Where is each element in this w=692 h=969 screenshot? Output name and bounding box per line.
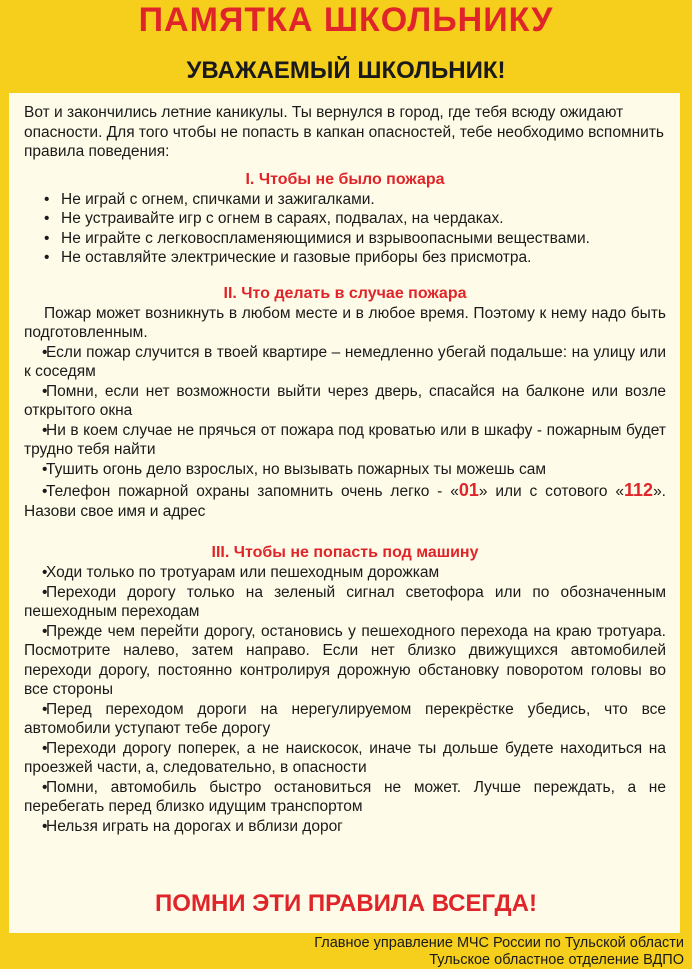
- list-item: •Перед переходом дороги на нерегулируемом перекрёстке убедись, что все автомобили уступают тебе дорогу: [24, 700, 666, 737]
- list-item: • Не играйте с легковоспламеняющимися и взрывоопасными веществами.: [24, 229, 666, 249]
- item-text: Тушить огонь дело взрослых, но вызывать пожарных ты можешь сам: [46, 460, 547, 478]
- lead-text: Пожар может возникнуть в любом месте и в любое время. Поэтому к нему надо быть подготовленным.: [24, 304, 666, 341]
- list-item: • Не оставляйте электрические и газовые приборы без присмотра.: [24, 248, 666, 268]
- bullet-list: [24, 190, 666, 268]
- section-fire-actions: [24, 284, 666, 522]
- item-text: Нельзя играть на дорогах и вблизи дорог: [46, 817, 343, 835]
- phone-number-01: 01: [458, 480, 479, 500]
- list-item: •Переходи дорогу поперек, а не наискосок, иначе ты дольше будете находиться на проезжей части, а, следовательно, в опасности: [24, 739, 666, 776]
- item-text: Ходи только по тротуарам или пешеходным дорожкам: [46, 564, 440, 581]
- list-item: •Помни, автомобиль быстро остановиться не может. Лучше переждать, а не перебегать перед близко идущим транспортом: [24, 778, 666, 815]
- section-heading: I. Чтобы не было пожара: [245, 170, 445, 188]
- list-item: •Помни, если нет возможности выйти через дверь, спасайся на балконе или возле открытого окна: [24, 382, 666, 419]
- list-item: • Не играй с огнем, спичками и зажигалками.: [24, 190, 666, 210]
- phone-item: •Телефон пожарной охраны запомнить очень легко - «01» или с сотового «112». Назови свое имя и адрес: [24, 480, 666, 520]
- item-text: Прежде чем перейти дорогу, остановись у пешеходного перехода на краю тротуара. Посмотрите налево, затем направо. Если нет близко движущихся автомобилей переходи дорогу, постоянно контролируя дорожную обстановку поворотом головы во все стороны: [24, 622, 666, 698]
- list-item: •Ни в коем случае не прячься от пожара под кроватью или в шкафу - пожарным будет трудно тебя найти: [24, 421, 666, 458]
- list-item: •Прежде чем перейти дорогу, остановись у пешеходного перехода на краю тротуара. Посмотрите налево, затем направо. Если нет близко движущихся автомобилей переходи дорогу, постоянно контролируя дорожную обстановку поворотом головы во все стороны: [24, 622, 666, 698]
- phone-number-112: 112: [624, 480, 654, 500]
- closing-slogan: ПОМНИ ЭТИ ПРАВИЛА ВСЕГДА!: [155, 890, 537, 917]
- section-lead: [24, 304, 666, 343]
- page-subtitle: УВАЖАЕМЫЙ ШКОЛЬНИК!: [186, 57, 506, 84]
- list-item: •Переходи дорогу только на зеленый сигнал светофора или по обозначенным пешеходным переходам: [24, 583, 666, 620]
- item-text: Переходи дорогу только на зеленый сигнал светофора или по обозначенным пешеходным переходам: [24, 583, 666, 620]
- item-text: Помни, автомобиль быстро остановиться не может. Лучше переждать, а не перебегать перед близко идущим транспортом: [24, 778, 666, 815]
- item-text: Помни, если нет возможности выйти через дверь, спасайся на балконе или возле открытого окна: [24, 382, 666, 419]
- section-heading: III. Чтобы не попасть под машину: [211, 544, 479, 561]
- intro-text: Вот и закончились летние каникулы. Ты вернулся в город, где тебя всюду ожидают опасности. Для того чтобы не попасть в капкан опасностей, тебе необходимо вспомнить правила поведения:: [24, 104, 664, 160]
- list-item: •Если пожар случится в твоей квартире – немедленно убегай подальше: на улицу или к соседям: [24, 343, 666, 380]
- item-text: Ни в коем случае не прячься от пожара под кроватью или в шкафу - пожарным будет трудно тебя найти: [24, 421, 666, 458]
- section-road-safety: [24, 543, 666, 836]
- item-text: Переходи дорогу поперек, а не наискосок, иначе ты дольше будете находиться на проезжей части, а, следовательно, в опасности: [24, 739, 666, 776]
- list-item: •Нельзя играть на дорогах и вблизи дорог: [42, 817, 343, 835]
- list-item: •Ходи только по тротуарам или пешеходным дорожкам: [42, 564, 440, 581]
- section-fire-prevention: [24, 170, 666, 268]
- item-text: Перед переходом дороги на нерегулируемом перекрёстке убедись, что все автомобили уступают тебе дорогу: [24, 700, 666, 737]
- section-heading: II. Что делать в случае пожара: [223, 284, 467, 302]
- list-item: • Не устраивайте игр с огнем в сараях, подвалах, на чердаках.: [24, 209, 666, 229]
- list-item: •Тушить огонь дело взрослых, но вызывать пожарных ты можешь сам: [42, 460, 547, 478]
- publisher-credit: Главное управление МЧС России по Тульской области: [314, 935, 684, 951]
- page-title: ПАМЯТКА ШКОЛЬНИКУ: [138, 1, 554, 39]
- item-text: Если пожар случится в твоей квартире – немедленно убегай подальше: на улицу или к соседям: [24, 343, 666, 380]
- phone-mid: » или с сотового «: [478, 483, 625, 500]
- phone-prefix: Телефон пожарной охраны запомнить очень легко - «: [46, 483, 459, 500]
- phone-suffix: ». Назови свое имя и адрес: [24, 483, 666, 520]
- content-panel: [9, 93, 680, 933]
- publisher-credit-secondary: Тульское областное отделение ВДПО: [429, 952, 684, 968]
